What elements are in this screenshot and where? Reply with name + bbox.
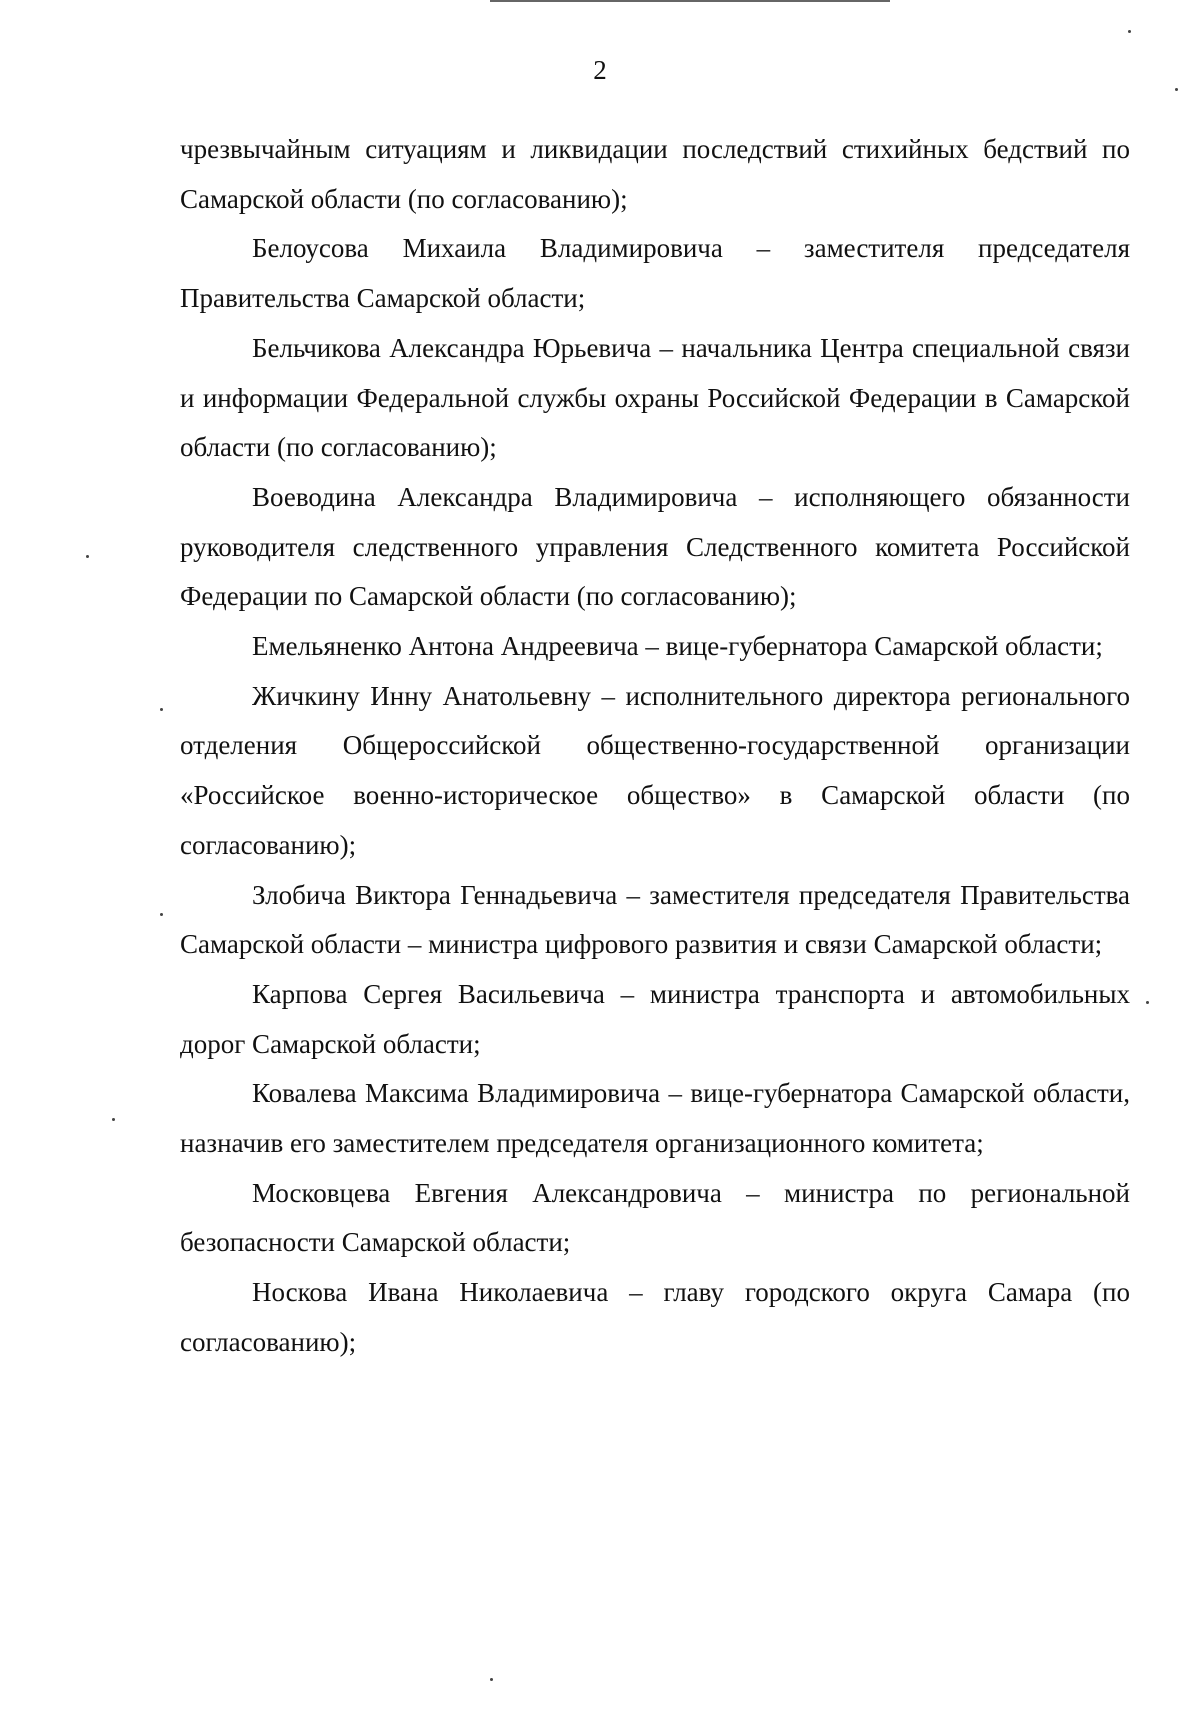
body-paragraph: Злобича Виктора Геннадьевича – заместителя председателя Правительства Самарской области – министра цифрового развития и связи Самарской области;	[180, 879, 1130, 960]
body-paragraph: Жичкину Инну Анатольевну – исполнительного директора регионального отделения Общероссийской общественно-государственной организации «Российское военно-историческое общество» в Самарской области (по согласованию);	[180, 680, 1130, 860]
body-paragraph: Белоусова Михаила Владимировича – заместителя председателя Правительства Самарской области;	[180, 233, 1130, 314]
scan-speck	[1128, 30, 1131, 33]
body-paragraph: Московцева Евгения Александровича – министра по региональной безопасности Самарской области;	[180, 1177, 1130, 1258]
body-paragraph: Носкова Ивана Николаевича – главу городского округа Самара (по согласованию);	[180, 1277, 1130, 1357]
body-paragraph: чрезвычайным ситуациям и ликвидации последствий стихийных бедствий по Самарской области (по согласованию);	[180, 134, 1130, 214]
scan-speck	[86, 555, 89, 558]
body-paragraph: Воеводина Александра Владимировича – исполняющего обязанности руководителя следственного управления Следственного комитета Российской Федерации по Самарской области (по согласованию);	[180, 481, 1130, 612]
body-paragraph: Карпова Сергея Васильевича – министра транспорта и автомобильных дорог Самарской области;	[180, 978, 1130, 1059]
scan-speck	[1146, 1001, 1149, 1004]
scan-speck	[160, 913, 163, 916]
body-paragraph: Емельяненко Антона Андреевича – вице-губернатора Самарской области;	[252, 631, 1103, 662]
scan-speck	[490, 1678, 493, 1681]
body-paragraph: Ковалева Максима Владимировича – вице-губернатора Самарской области, назначив его заместителем председателя организационного комитета;	[180, 1078, 1130, 1159]
scan-speck	[112, 1118, 115, 1121]
document-body	[180, 125, 1130, 1368]
body-paragraph: Бельчикова Александра Юрьевича – начальника Центра специальной связи и информации Федеральной службы охраны Российской Федерации в Самарской области (по согласованию);	[180, 332, 1130, 463]
scan-speck	[160, 708, 163, 711]
top-scan-rule	[490, 0, 890, 2]
scan-speck	[1175, 88, 1178, 91]
page-number: 2	[593, 55, 607, 85]
